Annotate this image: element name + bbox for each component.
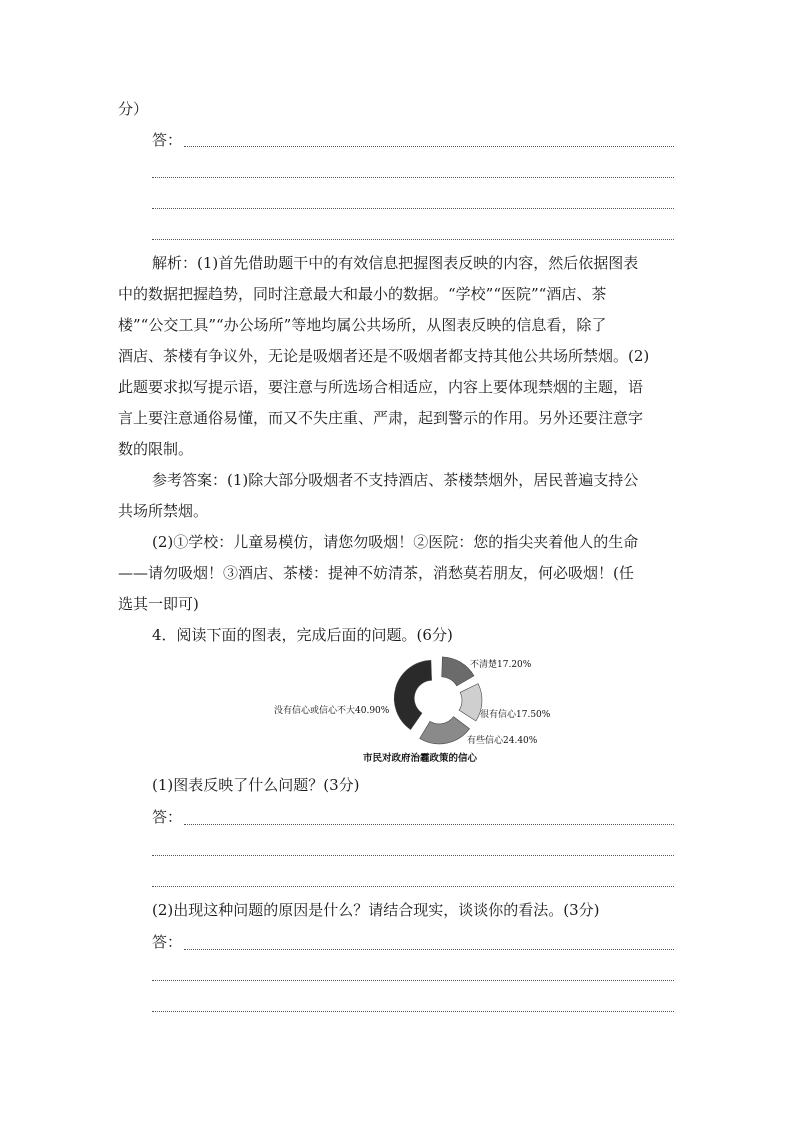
answer-line[interactable] (152, 239, 674, 240)
confidence-donut-chart (270, 655, 570, 767)
question-4-sub1: (1)图表反映了什么问题？(3分) (152, 776, 360, 794)
answer-line[interactable] (152, 208, 674, 209)
answer-line[interactable] (152, 855, 674, 856)
reference-line: 参考答案：(1)除大部分吸烟者不支持酒店、茶楼禁烟外，居民普遍支持公 (152, 471, 639, 489)
answer-line[interactable] (152, 980, 674, 981)
donut-slice-1 (459, 684, 482, 721)
reference-line: 共场所禁烟。 (118, 502, 209, 520)
answer-label: 答： (152, 131, 183, 149)
answer-line[interactable] (184, 824, 674, 825)
analysis-line: 此题要求拟写提示语，要注意与所选场合相适应，内容上要体现禁烟的主题，语 (118, 378, 644, 396)
reference-line: 选其一即可) (118, 595, 199, 613)
slice-label-2: 有些信心24.40% (467, 736, 538, 746)
answer-label: 答： (152, 808, 183, 826)
question-4-prompt: 4．阅读下面的图表，完成后面的问题。(6分) (152, 626, 453, 644)
donut-chart-svg (270, 655, 570, 767)
reference-line: ——请勿吸烟！③酒店、茶楼：提神不妨清茶，消愁莫若朋友，何必吸烟！(任 (118, 564, 634, 582)
slice-label-1: 很有信心17.50% (480, 710, 551, 720)
analysis-line: 数的限制。 (118, 440, 194, 458)
slice-label-0: 不清楚17.20% (470, 660, 532, 670)
chart-title: 市民对政府治霾政策的信心 (362, 753, 478, 764)
answer-line[interactable] (152, 177, 674, 178)
score-tail: 分） (118, 100, 149, 118)
analysis-line: 楼”“公交工具”“办公场所”等地均属公共场所，从图表反映的信息看，除了 (118, 316, 607, 334)
analysis-line: 酒店、茶楼有争议外，无论是吸烟者还是不吸烟者都支持其他公共场所禁烟。(2) (118, 347, 650, 365)
reference-line: (2)①学校：儿童易模仿，请您勿吸烟！②医院：您的指尖夹着他人的生命 (152, 533, 639, 551)
question-4-sub2: (2)出现这种问题的原因是什么？请结合现实，谈谈你的看法。(3分) (152, 901, 600, 919)
answer-line[interactable] (184, 949, 674, 950)
donut-slice-2 (420, 717, 470, 744)
analysis-line: 中的数据把握趋势，同时注意最大和最小的数据。“学校”“医院”“酒店、茶 (118, 285, 607, 303)
slice-label-3: 没有信心或信心不大40.90% (274, 706, 390, 716)
donut-slice-3 (394, 660, 431, 729)
analysis-line: 言上要注意通俗易懂，而又不失庄重、严肃，起到警示的作用。另外还要注意字 (118, 409, 644, 427)
answer-label: 答： (152, 933, 183, 951)
analysis-line: 解析：(1)首先借助题干中的有效信息把握图表反映的内容，然后依据图表 (152, 254, 639, 272)
answer-line[interactable] (152, 886, 674, 887)
answer-line[interactable] (184, 146, 674, 147)
answer-line[interactable] (152, 1011, 674, 1012)
